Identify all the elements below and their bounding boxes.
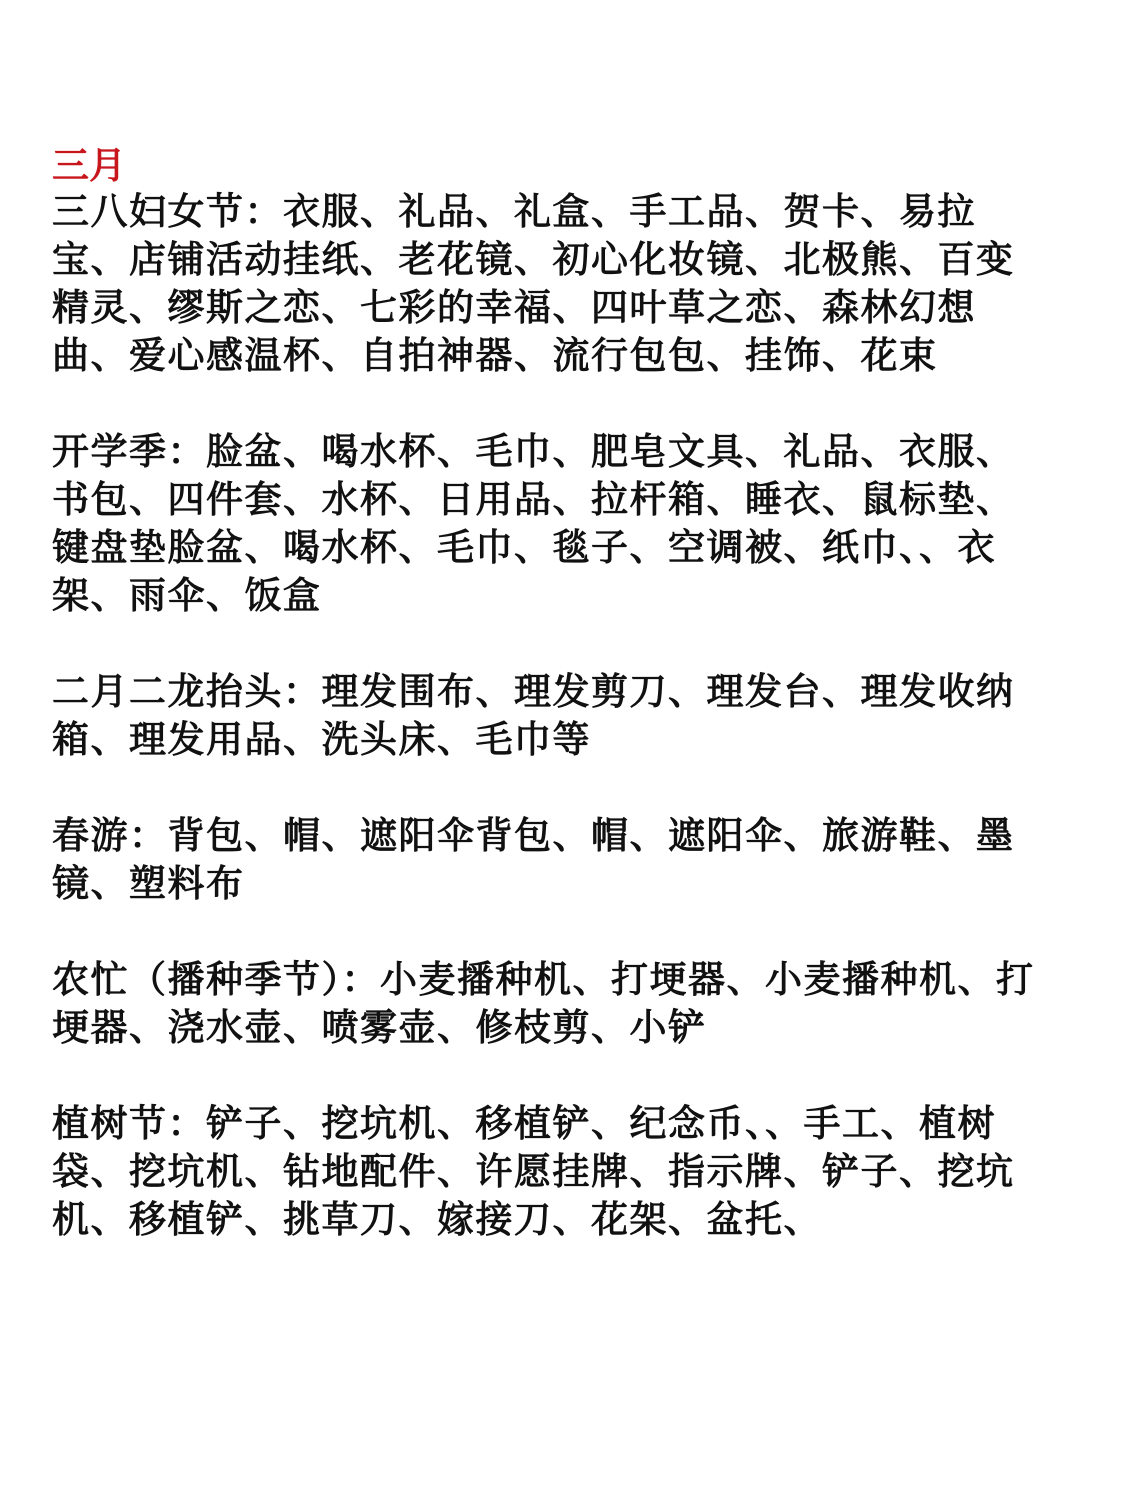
section-womens-day (52, 188, 1042, 380)
section-text: 二月二龙抬头：理发围布、理发剪刀、理发台、理发收纳箱、理发用品、洗头床、毛巾等 (52, 670, 1015, 761)
holiday-sections (52, 188, 1042, 1292)
section-farming-season (52, 956, 1042, 1052)
month-title: 三月 (52, 144, 126, 187)
section-text: 春游：背包、帽、遮阳伞背包、帽、遮阳伞、旅游鞋、墨镜、塑料布 (52, 814, 1015, 905)
section-text: 植树节：铲子、挖坑机、移植铲、纪念币、、手工、植树袋、挖坑机、钻地配件、许愿挂牌、指示牌、铲子、挖坑机、移植铲、挑草刀、嫁接刀、花架、盆托、 (52, 1102, 1015, 1241)
section-text: 农忙（播种季节）：小麦播种机、打埂器、小麦播种机、打埂器、浇水壶、喷雾壶、修枝剪、小铲 (52, 958, 1035, 1049)
section-back-to-school (52, 428, 1042, 620)
section-spring-outing (52, 812, 1042, 908)
section-arbor-day (52, 1100, 1042, 1244)
section-text: 三八妇女节：衣服、礼品、礼盒、手工品、贺卡、易拉宝、店铺活动挂纸、老花镜、初心化妆镜、北极熊、百变精灵、缪斯之恋、七彩的幸福、四叶草之恋、森林幻想曲、爱心感温杯、自拍神器、流行包包、挂饰、花束 (52, 190, 1015, 377)
section-dragon-head-festival (52, 668, 1042, 764)
section-text: 开学季：脸盆、喝水杯、毛巾、肥皂文具、礼品、衣服、书包、四件套、水杯、日用品、拉杆箱、睡衣、鼠标垫、键盘垫脸盆、喝水杯、毛巾、毯子、空调被、纸巾、、衣架、雨伞、饭盒 (52, 430, 1015, 617)
